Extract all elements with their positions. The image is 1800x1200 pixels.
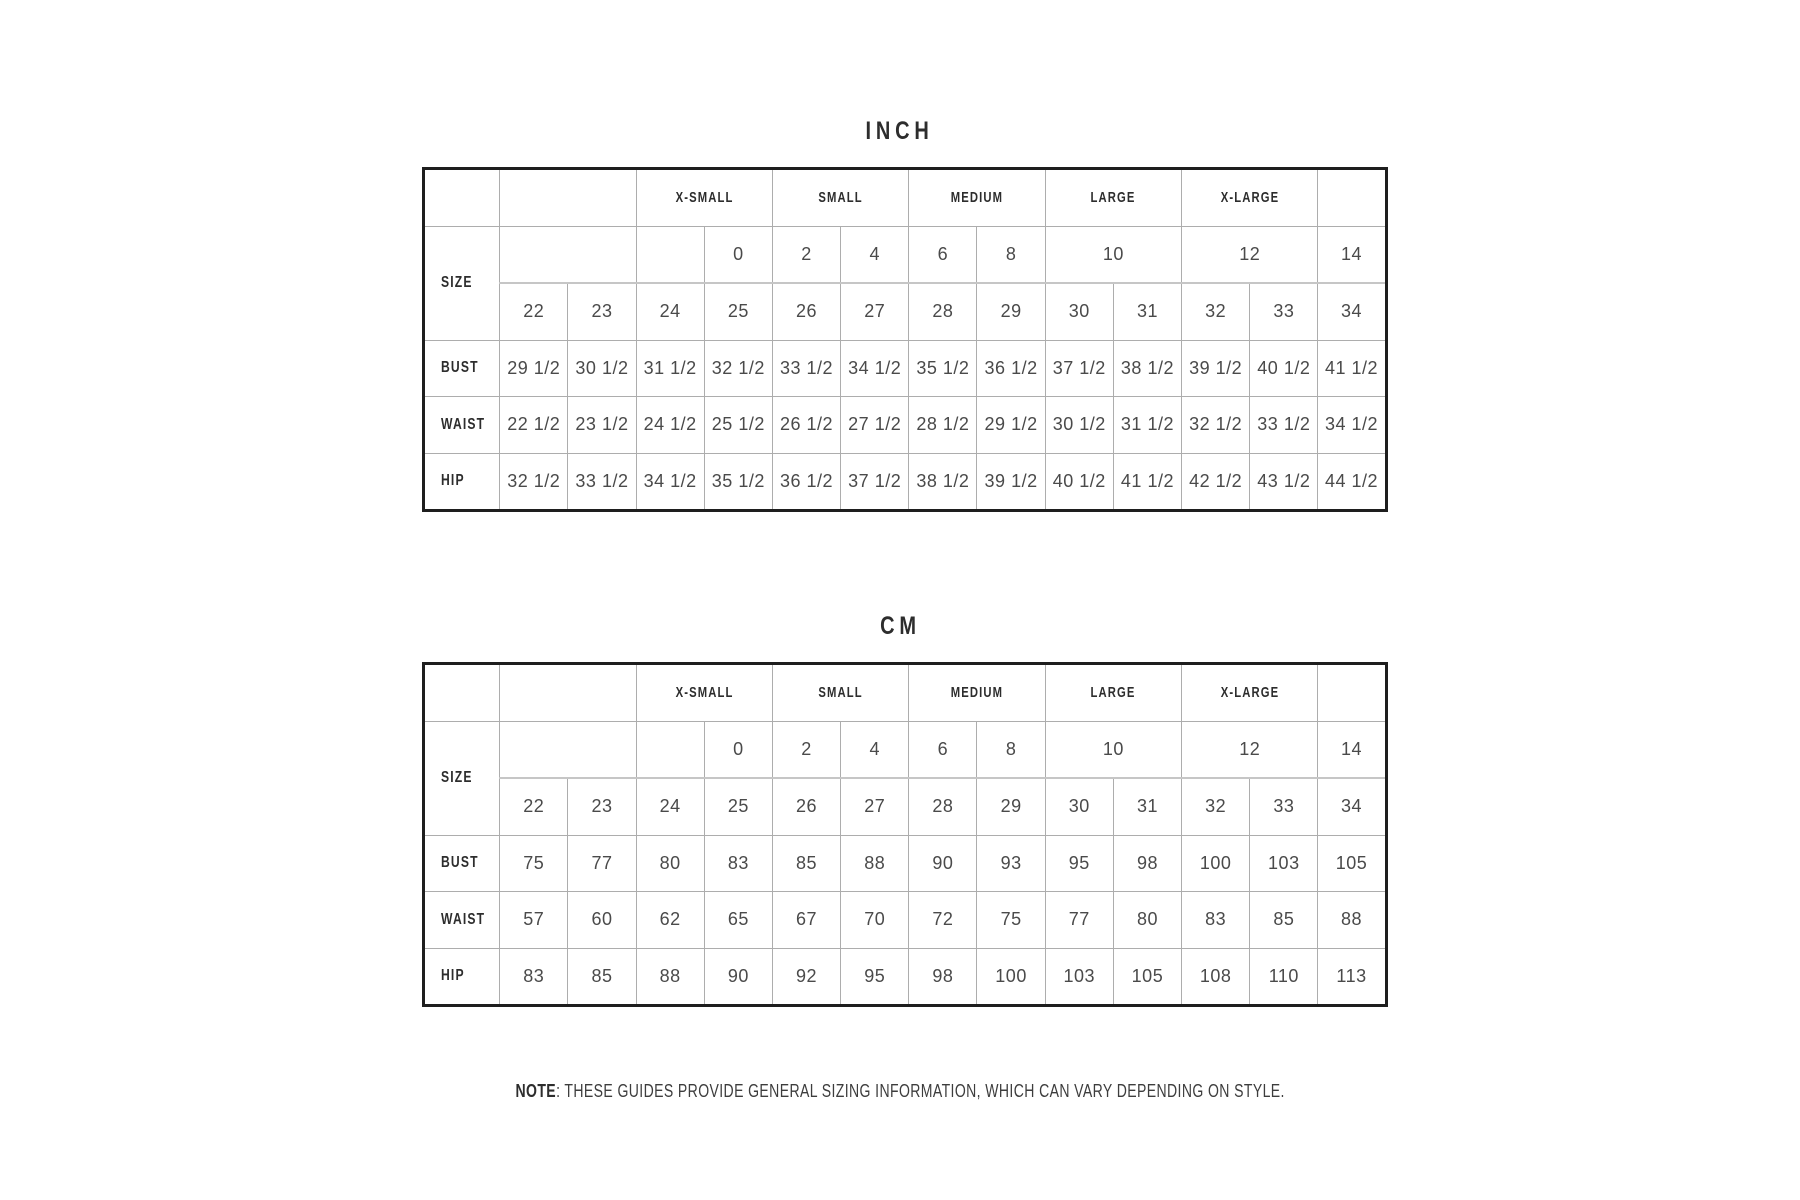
- measurement-value-cell: 24 1/2: [636, 397, 704, 454]
- measurement-value-cell: 44 1/2: [1318, 453, 1386, 511]
- measurement-value-cell: 105: [1113, 948, 1181, 1006]
- measurement-value-cell: 72: [909, 892, 977, 949]
- secondary-size-cell: 26: [772, 283, 840, 340]
- size-blank-cell: [636, 721, 704, 778]
- measurement-value-cell: 37 1/2: [841, 453, 909, 511]
- measurement-value-cell: 38 1/2: [1113, 340, 1181, 397]
- secondary-size-cell: 32: [1182, 283, 1250, 340]
- measurement-value-cell: 108: [1182, 948, 1250, 1006]
- size-blank-cell: [500, 664, 636, 722]
- measurement-value-cell: 103: [1045, 948, 1113, 1006]
- measurement-value-cell: 38 1/2: [909, 453, 977, 511]
- secondary-size-cell: 24: [636, 778, 704, 835]
- group-header-label: X-LARGE: [1220, 189, 1279, 207]
- group-header-small: [772, 169, 908, 227]
- measurement-value-cell: 85: [772, 835, 840, 892]
- measurement-value-cell: 110: [1250, 948, 1318, 1006]
- measurement-value-cell: 29 1/2: [500, 340, 568, 397]
- secondary-size-cell: 31: [1113, 778, 1181, 835]
- numeric-size-cell: 2: [772, 226, 840, 283]
- measurement-value-cell: 103: [1250, 835, 1318, 892]
- measurement-value-cell: 39 1/2: [977, 453, 1045, 511]
- group-header-x-large: [1182, 664, 1318, 722]
- sizing-note: [0, 1081, 1800, 1102]
- measurement-value-cell: 43 1/2: [1250, 453, 1318, 511]
- secondary-size-cell: 31: [1113, 283, 1181, 340]
- row-label-bust: [424, 835, 500, 892]
- cm-size-table: [422, 662, 1388, 1007]
- cm-title-text: CM: [879, 612, 921, 640]
- numeric-size-cell: 14: [1318, 721, 1386, 778]
- measurement-value-cell: 39 1/2: [1182, 340, 1250, 397]
- measurement-value-cell: 88: [636, 948, 704, 1006]
- secondary-size-cell: 26: [772, 778, 840, 835]
- numeric-size-cell: 6: [909, 226, 977, 283]
- measurement-value-cell: 62: [636, 892, 704, 949]
- measurement-value-cell: 67: [772, 892, 840, 949]
- measurement-value-cell: 37 1/2: [1045, 340, 1113, 397]
- measurement-value-cell: 77: [568, 835, 636, 892]
- numeric-size-cell: 10: [1045, 721, 1181, 778]
- measurement-value-cell: 70: [841, 892, 909, 949]
- group-header-label: MEDIUM: [950, 684, 1004, 702]
- numeric-size-cell: 8: [977, 721, 1045, 778]
- cm-table-title: [0, 612, 1800, 641]
- measurement-value-cell: 105: [1318, 835, 1386, 892]
- measurement-value-cell: 26 1/2: [772, 397, 840, 454]
- group-header-label: X-SMALL: [675, 189, 734, 207]
- measurement-value-cell: 92: [772, 948, 840, 1006]
- measurement-value-cell: 33 1/2: [568, 453, 636, 511]
- measurement-value-cell: 41 1/2: [1318, 340, 1386, 397]
- measurement-value-cell: 57: [500, 892, 568, 949]
- measurement-value-cell: 34 1/2: [1318, 397, 1386, 454]
- secondary-size-cell: 33: [1250, 778, 1318, 835]
- group-header-label: LARGE: [1090, 684, 1136, 702]
- inch-title-text: INCH: [865, 117, 935, 145]
- secondary-size-cell: 29: [977, 283, 1045, 340]
- group-header-label: X-SMALL: [675, 684, 734, 702]
- size-label-cell: [424, 226, 500, 340]
- measurement-value-cell: 85: [1250, 892, 1318, 949]
- note-body: : THESE GUIDES PROVIDE GENERAL SIZING INFORMATION, WHICH CAN VARY DEPENDING ON STYLE.: [555, 1081, 1285, 1101]
- measurement-value-cell: 88: [1318, 892, 1386, 949]
- group-header-label: SMALL: [818, 684, 863, 702]
- measurement-value-cell: 77: [1045, 892, 1113, 949]
- secondary-size-cell: 33: [1250, 283, 1318, 340]
- inch-table-title: [0, 117, 1800, 146]
- measurement-value-cell: 36 1/2: [977, 340, 1045, 397]
- measurement-value-cell: 35 1/2: [909, 340, 977, 397]
- secondary-size-cell: 25: [704, 778, 772, 835]
- measurement-value-cell: 83: [704, 835, 772, 892]
- group-header-label: SMALL: [818, 189, 863, 207]
- row-label: BUST: [441, 359, 479, 377]
- secondary-size-cell: 34: [1318, 778, 1386, 835]
- measurement-value-cell: 30 1/2: [568, 340, 636, 397]
- size-blank-cell: [1318, 169, 1386, 227]
- measurement-value-cell: 95: [841, 948, 909, 1006]
- measurement-value-cell: 30 1/2: [1045, 397, 1113, 454]
- measurement-value-cell: 98: [1113, 835, 1181, 892]
- row-label-waist: [424, 892, 500, 949]
- numeric-size-cell: 4: [841, 721, 909, 778]
- group-header-label: MEDIUM: [950, 189, 1004, 207]
- numeric-size-cell: 12: [1182, 721, 1318, 778]
- measurement-value-cell: 75: [977, 892, 1045, 949]
- measurement-value-cell: 42 1/2: [1182, 453, 1250, 511]
- group-header-large: [1045, 664, 1181, 722]
- measurement-value-cell: 40 1/2: [1045, 453, 1113, 511]
- measurement-value-cell: 83: [1182, 892, 1250, 949]
- corner-cell: [424, 169, 500, 227]
- numeric-size-cell: 0: [704, 721, 772, 778]
- group-header-medium: [909, 664, 1045, 722]
- measurement-value-cell: 22 1/2: [500, 397, 568, 454]
- numeric-size-cell: 14: [1318, 226, 1386, 283]
- numeric-size-cell: 4: [841, 226, 909, 283]
- measurement-value-cell: 100: [977, 948, 1045, 1006]
- group-header-label: LARGE: [1090, 189, 1136, 207]
- group-header-x-small: [636, 664, 772, 722]
- group-header-medium: [909, 169, 1045, 227]
- row-label-hip: [424, 948, 500, 1006]
- measurement-value-cell: 32 1/2: [500, 453, 568, 511]
- secondary-size-cell: 32: [1182, 778, 1250, 835]
- size-blank-cell: [500, 226, 636, 283]
- row-label-bust: [424, 340, 500, 397]
- row-label: BUST: [441, 854, 479, 872]
- note-label: NOTE: [515, 1081, 556, 1101]
- row-label-hip: [424, 453, 500, 511]
- secondary-size-cell: 28: [909, 778, 977, 835]
- measurement-value-cell: 27 1/2: [841, 397, 909, 454]
- measurement-value-cell: 88: [841, 835, 909, 892]
- numeric-size-cell: 6: [909, 721, 977, 778]
- numeric-size-cell: 10: [1045, 226, 1181, 283]
- secondary-size-cell: 25: [704, 283, 772, 340]
- secondary-size-cell: 23: [568, 778, 636, 835]
- measurement-value-cell: 25 1/2: [704, 397, 772, 454]
- group-header-small: [772, 664, 908, 722]
- numeric-size-cell: 0: [704, 226, 772, 283]
- measurement-value-cell: 28 1/2: [909, 397, 977, 454]
- numeric-size-cell: 8: [977, 226, 1045, 283]
- numeric-size-cell: 12: [1182, 226, 1318, 283]
- row-label: HIP: [441, 472, 465, 490]
- measurement-value-cell: 34 1/2: [636, 453, 704, 511]
- measurement-value-cell: 29 1/2: [977, 397, 1045, 454]
- secondary-size-cell: 24: [636, 283, 704, 340]
- size-label: SIZE: [441, 769, 473, 786]
- measurement-value-cell: 23 1/2: [568, 397, 636, 454]
- measurement-value-cell: 40 1/2: [1250, 340, 1318, 397]
- measurement-value-cell: 31 1/2: [636, 340, 704, 397]
- measurement-value-cell: 32 1/2: [704, 340, 772, 397]
- row-label: WAIST: [441, 910, 486, 928]
- measurement-value-cell: 90: [909, 835, 977, 892]
- secondary-size-cell: 28: [909, 283, 977, 340]
- row-label: WAIST: [441, 415, 486, 433]
- measurement-value-cell: 75: [500, 835, 568, 892]
- measurement-value-cell: 98: [909, 948, 977, 1006]
- secondary-size-cell: 27: [841, 283, 909, 340]
- measurement-value-cell: 33 1/2: [1250, 397, 1318, 454]
- measurement-value-cell: 100: [1182, 835, 1250, 892]
- row-label: HIP: [441, 967, 465, 985]
- measurement-value-cell: 80: [1113, 892, 1181, 949]
- measurement-value-cell: 60: [568, 892, 636, 949]
- size-blank-cell: [500, 721, 636, 778]
- row-label-waist: [424, 397, 500, 454]
- measurement-value-cell: 85: [568, 948, 636, 1006]
- measurement-value-cell: 83: [500, 948, 568, 1006]
- measurement-value-cell: 113: [1318, 948, 1386, 1006]
- size-blank-cell: [1318, 664, 1386, 722]
- measurement-value-cell: 95: [1045, 835, 1113, 892]
- size-label: SIZE: [441, 274, 473, 291]
- measurement-value-cell: 34 1/2: [841, 340, 909, 397]
- measurement-value-cell: 32 1/2: [1182, 397, 1250, 454]
- secondary-size-cell: 23: [568, 283, 636, 340]
- group-header-large: [1045, 169, 1181, 227]
- measurement-value-cell: 36 1/2: [772, 453, 840, 511]
- secondary-size-cell: 22: [500, 778, 568, 835]
- measurement-value-cell: 41 1/2: [1113, 453, 1181, 511]
- group-header-x-small: [636, 169, 772, 227]
- sizing-note-text: [515, 1081, 1284, 1102]
- measurement-value-cell: 35 1/2: [704, 453, 772, 511]
- size-blank-cell: [500, 169, 636, 227]
- secondary-size-cell: 30: [1045, 778, 1113, 835]
- measurement-value-cell: 90: [704, 948, 772, 1006]
- secondary-size-cell: 22: [500, 283, 568, 340]
- measurement-value-cell: 93: [977, 835, 1045, 892]
- measurement-value-cell: 33 1/2: [772, 340, 840, 397]
- secondary-size-cell: 27: [841, 778, 909, 835]
- size-label-cell: [424, 721, 500, 835]
- corner-cell: [424, 664, 500, 722]
- measurement-value-cell: 65: [704, 892, 772, 949]
- secondary-size-cell: 30: [1045, 283, 1113, 340]
- measurement-value-cell: 80: [636, 835, 704, 892]
- inch-size-table: [422, 167, 1388, 512]
- measurement-value-cell: 31 1/2: [1113, 397, 1181, 454]
- group-header-label: X-LARGE: [1220, 684, 1279, 702]
- size-blank-cell: [636, 226, 704, 283]
- secondary-size-cell: 34: [1318, 283, 1386, 340]
- secondary-size-cell: 29: [977, 778, 1045, 835]
- group-header-x-large: [1182, 169, 1318, 227]
- numeric-size-cell: 2: [772, 721, 840, 778]
